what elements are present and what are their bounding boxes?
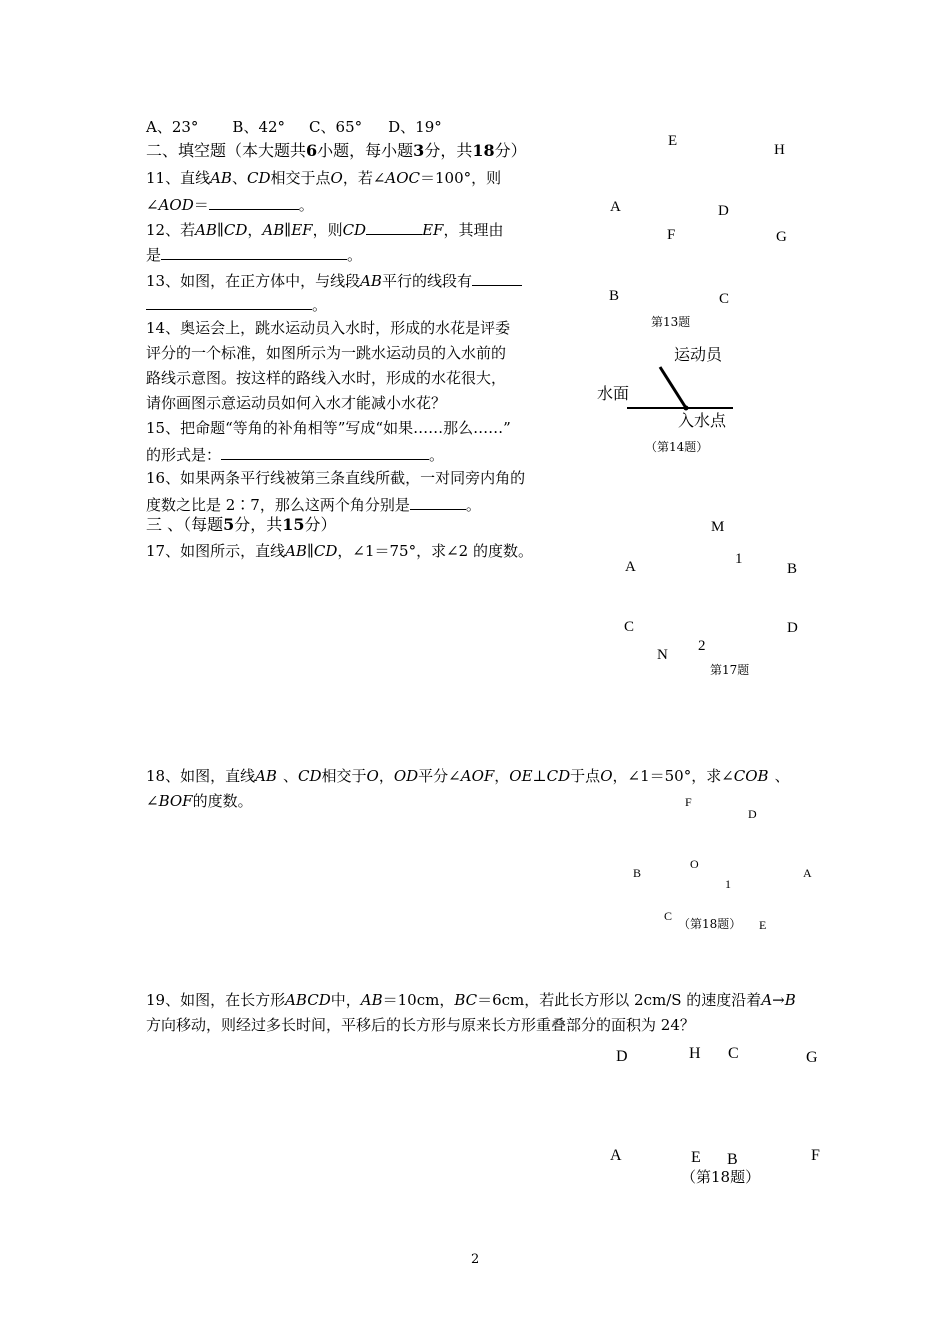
section3-heading: 三 、（每题5分，共15分）	[146, 515, 337, 534]
fig19-label-d: D	[616, 1048, 628, 1065]
fig14-entry-point	[684, 406, 689, 411]
fig14-entry-label: 入水点	[678, 411, 727, 430]
fig17-label-m: M	[711, 519, 725, 535]
q14-line2: 评分的一个标准，如图所示为一跳水运动员的入水前的	[146, 344, 507, 362]
fig13-label-b: B	[609, 288, 620, 304]
fig13-label-a: A	[610, 199, 621, 215]
q19-line2: 方向移动，则经过多长时间，平移后的长方形与原来长方形重叠部分的面积为 24？	[146, 1016, 695, 1034]
fig18-label-e: E	[759, 918, 767, 932]
fig13-label-g: G	[776, 229, 787, 245]
fig17-label-2: 2	[698, 638, 706, 654]
fig17-label-c: C	[624, 619, 635, 635]
fig19-label-a: A	[610, 1147, 622, 1164]
fig17-label-d: D	[787, 620, 798, 636]
fig19-label-h: H	[689, 1045, 701, 1062]
fig13-label-d: D	[718, 203, 729, 219]
q14-line3: 路线示意图。按这样的路线入水时，形成的水花很大，	[146, 369, 507, 387]
q10-option-b: B、42°	[232, 118, 286, 136]
fig13-caption: 第13题	[651, 315, 691, 329]
fig13-label-f: F	[667, 227, 676, 243]
q14-line1: 14、奥运会上，跳水运动员入水时，形成的水花是评委	[146, 319, 511, 337]
fig17-caption: 第17题	[710, 663, 750, 677]
q13-line1: 13、如图，在正方体中，与线段AB平行的线段有	[146, 272, 522, 289]
fig17-label-a: A	[625, 559, 636, 575]
q12-line2: 是 。	[146, 246, 363, 264]
fig18-label-c: C	[664, 909, 673, 923]
fig19-label-b: B	[727, 1151, 738, 1168]
fig19-label-e: E	[691, 1149, 701, 1166]
fig18-label-a: A	[803, 866, 812, 880]
fig18-label-o: O	[690, 857, 699, 871]
fig19-label-f: F	[811, 1147, 820, 1164]
q15-line2: 的形式是： 。	[146, 446, 445, 464]
fig18-label-1: 1	[725, 877, 731, 891]
q17-text: 17、如图所示，直线AB∥CD，∠1＝75°，求∠2 的度数。	[146, 542, 533, 560]
q18-line2: ∠BOF的度数。	[146, 792, 253, 810]
fig14-caption: （第14题）	[645, 440, 709, 454]
fig13-label-c: C	[719, 291, 730, 307]
fig19-caption: （第18题）	[681, 1168, 761, 1186]
fig19-label-c: C	[728, 1045, 739, 1062]
q15-line1: 15、把命题“等角的补角相等”写成“如果……那么……”	[146, 419, 511, 437]
fig17-label-1: 1	[735, 551, 743, 567]
q10-option-a: A、23°	[146, 118, 199, 136]
q14-line4: 请你画图示意运动员如何入水才能减小水花？	[146, 394, 447, 412]
fig13-label-e: E	[668, 133, 678, 149]
q10-option-d: D、19°	[388, 118, 442, 136]
fig18-label-f: F	[685, 795, 692, 809]
fig13-label-h: H	[774, 142, 785, 158]
fig14-diver-path	[660, 367, 686, 408]
q19-line1: 19、如图，在长方形ABCD中，AB＝10cm，BC＝6cm，若此长方形以 2cm/S 的速度沿着A→B	[146, 991, 796, 1009]
q10-option-c: C、65°	[309, 118, 363, 136]
q12-line1: 12、若AB∥CD，AB∥EF，则CD EF，其理由	[146, 221, 504, 239]
fig14-athlete-label: 运动员	[674, 345, 723, 364]
q13-line2: 。	[146, 296, 327, 313]
fig18-label-d: D	[748, 807, 757, 821]
fig14-water-label: 水面	[597, 384, 630, 403]
page-number: 2	[471, 1252, 480, 1267]
fig18-label-b: B	[633, 866, 642, 880]
fig19-label-g: G	[806, 1049, 818, 1066]
fig17-label-n: N	[657, 647, 668, 663]
fig18-caption: （第18题）	[678, 917, 742, 931]
q11-line1: 11、直线AB、CD相交于点O，若∠AOC＝100°，则	[146, 169, 502, 187]
q18-line1: 18、如图，直线AB 、CD相交于O，OD平分∠AOF，OE⊥CD于点O，∠1＝50°，求∠COB 、	[146, 767, 790, 785]
fig17-label-b: B	[787, 561, 798, 577]
q16-line2: 度数之比是 2∶7，那么这两个角分别是 。	[146, 496, 481, 514]
q16-line1: 16、如果两条平行线被第三条直线所截，一对同旁内角的	[146, 469, 526, 487]
section2-heading: 二、填空题（本大题共6小题，每小题3分，共18分）	[146, 141, 527, 160]
q11-line2: ∠AOD＝ 。	[146, 196, 314, 214]
